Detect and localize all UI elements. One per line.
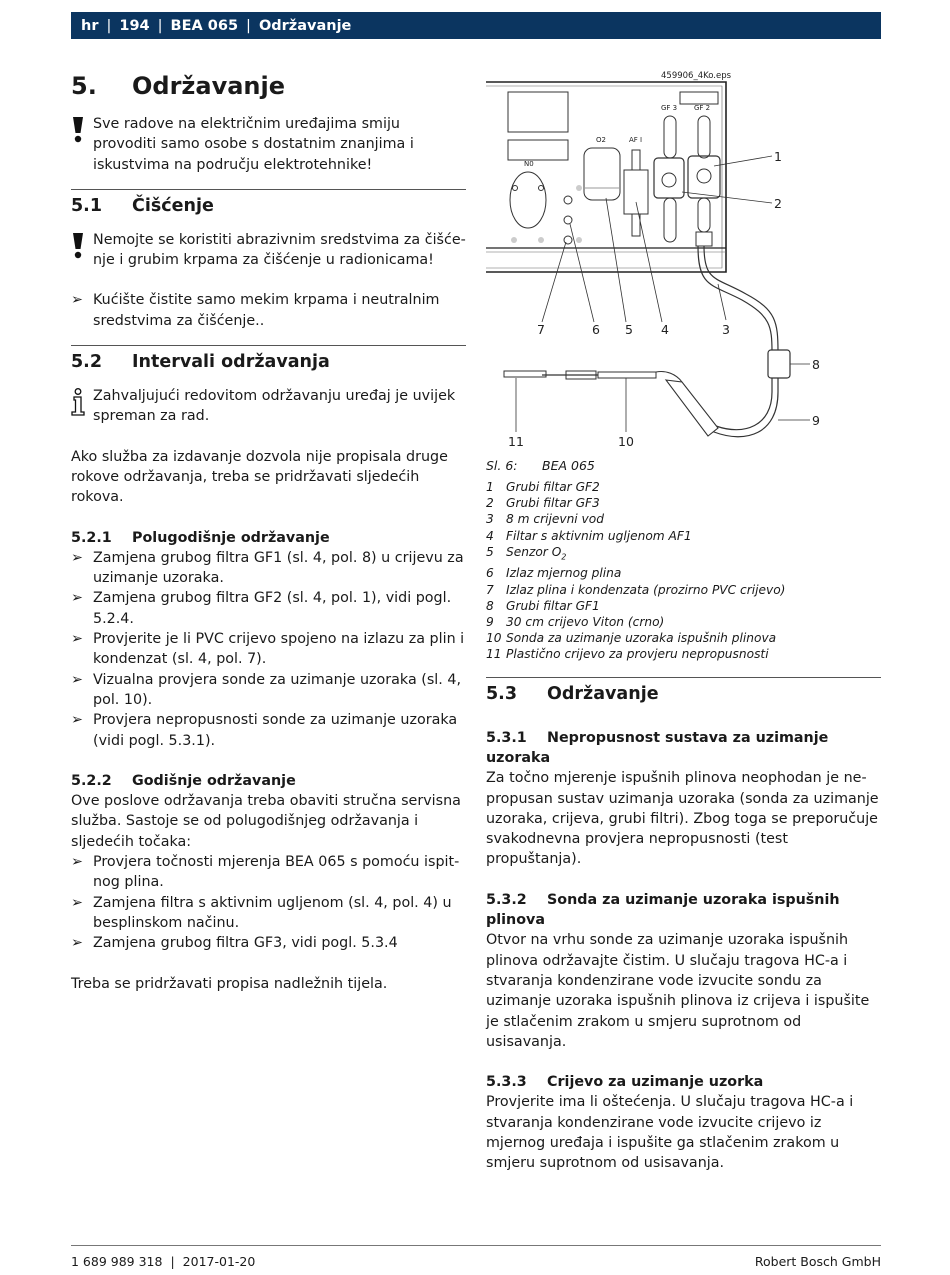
indicator-dot <box>511 237 517 243</box>
subsection-title-text: Nepropusnost sustava za uzimanje uzoraka <box>486 729 829 766</box>
arrow-bullet-icon: ➢ <box>71 854 83 871</box>
legend-item <box>486 582 881 598</box>
legend-text: Izlaz mjernog plina <box>506 566 622 581</box>
header-separator: | <box>157 17 163 34</box>
af1-label: AF I <box>629 136 643 144</box>
legend-number: 10 <box>486 631 502 646</box>
warning-text: Sve radove na električnim uređajima smiju provoditi samo osobe s dostatnim znanjima i iskustvima na području elektrotehnike! <box>93 116 414 173</box>
list-item-text: Provjera točnosti mjerenja BEA 065 s pomoću ispitnog plina. <box>93 854 460 891</box>
header-language: hr <box>81 17 99 34</box>
legend-item <box>486 598 881 614</box>
outlet-port <box>564 196 572 204</box>
footer-separator: | <box>170 1254 175 1269</box>
filter-cap <box>662 173 676 187</box>
gf2-filter <box>688 156 720 198</box>
section-divider <box>71 189 466 190</box>
display-panel <box>680 92 718 104</box>
arrow-bullet-icon: ➢ <box>71 712 83 729</box>
footer-doc-number: 1 689 989 318 <box>71 1254 163 1269</box>
legend-text: Grubi filtar GF3 <box>506 496 600 511</box>
figure-legend <box>486 479 881 663</box>
list-item <box>71 710 466 751</box>
legend-text: Izlaz plina i kondenzata (prozirno PVC crijevo) <box>506 582 786 597</box>
caption-title: BEA 065 <box>542 458 595 473</box>
callout-11: 11 <box>508 434 524 449</box>
o2-label: O2 <box>596 136 606 144</box>
info-notice <box>71 386 466 427</box>
indicator-dot <box>538 237 544 243</box>
callout-3: 3 <box>722 322 730 337</box>
leader-line <box>570 224 594 322</box>
footer-date: 2017-01-20 <box>182 1254 256 1269</box>
subsection-title <box>486 890 881 931</box>
probe-handle <box>666 380 718 436</box>
list-item <box>71 933 466 953</box>
paragraph: Treba se pridržavati propisa nadležnih tijela. <box>71 975 388 992</box>
header-product: BEA 065 <box>170 17 239 34</box>
chapter-title-text: Održavanje <box>132 72 286 100</box>
left-column <box>71 62 466 994</box>
gf3-filter <box>654 158 684 198</box>
legend-number: 8 <box>486 598 494 613</box>
header-section: Održavanje <box>258 17 352 34</box>
callout-4: 4 <box>661 322 669 337</box>
o2-sensor <box>584 148 620 200</box>
display-panel <box>508 92 568 132</box>
list-item <box>71 852 466 893</box>
footer-company: Robert Bosch GmbH <box>754 1254 881 1269</box>
callout-1: 1 <box>774 149 782 164</box>
subsection-title-text: Sonda za uzimanje uzoraka ispušnih plinova <box>486 891 840 929</box>
outlet-port <box>564 216 572 224</box>
subsection-title-text: Polugodišnje održavanje <box>132 529 330 546</box>
paragraph: Ove poslove održavanja treba obaviti stručna servisna služba. Sastoje se od polugodišnjeg održavanja i sljedećih točaka: <box>71 793 461 850</box>
legend-number: 2 <box>486 496 494 511</box>
warning-text: Nemojte se koristiti abrazivnim sredstvima za čišćenje i grubim krpama za čišćenje u radionicama! <box>93 231 466 269</box>
arrow-bullet-icon: ➢ <box>71 671 83 688</box>
leader-line <box>542 242 566 322</box>
callout-6: 6 <box>592 322 600 337</box>
figure-caption <box>486 457 881 475</box>
header-separator: | <box>106 17 112 34</box>
subsection-number: 5.3.1 <box>486 729 527 746</box>
legend-item <box>486 614 881 630</box>
right-column <box>486 62 881 1174</box>
subsection-title-text: Godišnje održavanje <box>132 772 296 789</box>
leader-line <box>606 198 626 322</box>
sample-hose <box>704 246 778 437</box>
legend-number: 4 <box>486 528 494 543</box>
legend-item <box>486 544 881 566</box>
subsection-title <box>71 528 466 548</box>
paragraph: Provjerite ima li oštećenja. U slučaju tragova HC-a i stvaranja kondenzirane vode izvucite crijevo iz mjernog uređaja i ispušite ga stlačenim zrakom u smjeru suprotnom od usisavanja. <box>486 1094 854 1172</box>
n0-label: N0 <box>524 160 534 168</box>
callout-8: 8 <box>812 357 820 372</box>
chapter-title <box>71 66 466 106</box>
legend-number: 9 <box>486 615 494 630</box>
annual-list <box>71 852 466 953</box>
semiannual-list <box>71 548 466 751</box>
legend-number: 6 <box>486 566 494 581</box>
screw <box>539 186 544 191</box>
legend-item <box>486 646 881 662</box>
screw <box>513 186 518 191</box>
legend-item <box>486 528 881 544</box>
warning-notice <box>71 230 466 271</box>
arrow-bullet-icon: ➢ <box>71 935 83 952</box>
arrow-bullet-icon: ➢ <box>71 292 83 309</box>
n0-port <box>510 172 546 228</box>
diagram-file-label: 459906_4Ko.eps <box>661 71 732 81</box>
test-hose <box>504 371 546 377</box>
display-panel <box>508 140 568 160</box>
legend-text: 30 cm crijevo Viton (crno) <box>506 615 665 630</box>
leader-line <box>718 284 726 320</box>
exclamation-icon <box>71 232 85 264</box>
section-title <box>486 680 881 708</box>
arrow-bullet-icon: ➢ <box>71 590 83 607</box>
device-housing <box>486 82 726 272</box>
list-item <box>71 548 466 589</box>
gf3-label: GF 3 <box>661 104 678 112</box>
subsection-number: 5.3.2 <box>486 891 527 908</box>
subsection-title <box>71 771 466 791</box>
section-title <box>71 348 466 376</box>
callout-9: 9 <box>812 413 820 428</box>
caption-label: Sl. 6: <box>486 458 518 473</box>
leader-line <box>636 202 662 322</box>
info-icon <box>71 388 87 420</box>
legend-text: Plastično crijevo za provjeru nepropusnosti <box>506 647 769 662</box>
chapter-number: 5. <box>71 72 97 100</box>
footer-divider <box>71 1245 881 1246</box>
subsection-title <box>486 1072 881 1092</box>
gf1-filter <box>768 350 790 378</box>
arrow-bullet-icon: ➢ <box>71 549 83 566</box>
page-header <box>71 12 881 39</box>
legend-text: Filtar s aktivnim ugljenom AF1 <box>506 528 692 543</box>
section-title-text: Intervali održavanja <box>132 352 330 373</box>
list-item <box>71 893 466 934</box>
list-item <box>71 290 466 331</box>
outlet-port <box>564 236 572 244</box>
filter-cap <box>697 169 711 183</box>
leader-line <box>714 156 772 166</box>
header-separator: | <box>246 17 251 34</box>
legend-number: 11 <box>486 647 502 662</box>
legend-item <box>486 565 881 581</box>
list-item-text: Zamjena grubog filtra GF1 (sl. 4, pol. 8) u crijevu za uzimanje uzoraka. <box>93 549 464 587</box>
legend-text: Grubi filtar GF2 <box>506 480 600 494</box>
indicator-dot <box>576 185 582 191</box>
callout-2: 2 <box>774 196 782 211</box>
list-item <box>71 629 466 670</box>
legend-text: Senzor O <box>506 544 562 559</box>
hose-connector <box>696 232 712 246</box>
arrow-bullet-icon: ➢ <box>71 894 83 911</box>
header-page-number: 194 <box>119 17 150 34</box>
section-title-text: Čišćenje <box>132 195 214 216</box>
legend-text: Grubi filtar GF1 <box>506 598 600 613</box>
subsection-number: 5.2.1 <box>71 529 112 546</box>
legend-number: 7 <box>486 582 494 597</box>
legend-subscript: 2 <box>561 552 567 562</box>
callout-10: 10 <box>618 434 634 449</box>
list-item-text: Kućište čistite samo mekim krpama i neutralnim sredstvima za čišćenje.. <box>93 292 440 329</box>
section-divider <box>71 345 466 346</box>
af1-filter <box>624 170 648 214</box>
subsection-title-text: Crijevo za uzimanje uzorka <box>547 1074 764 1091</box>
section-number: 5.2 <box>71 352 103 373</box>
af1-neck <box>632 150 640 170</box>
legend-text: Sonda za uzimanje uzoraka ispušnih plinova <box>506 631 777 646</box>
paragraph: Za točno mjerenje ispušnih plinova neophodan je nepropusan sustav uzimanja uzoraka (sonda za uzimanje uzoraka, crijeva, grubi filtri). Zbog toga se preporučuje svakodnevna provjera nepropusnosti (test propuštanja). <box>486 770 879 868</box>
subsection-number: 5.3.3 <box>486 1074 527 1091</box>
warning-notice <box>71 114 466 175</box>
section-number: 5.3 <box>486 683 518 704</box>
legend-number: 1 <box>486 480 494 494</box>
section-number: 5.1 <box>71 195 103 216</box>
subsection-title <box>486 728 881 769</box>
gf3-stem <box>664 198 676 242</box>
paragraph: Ako služba za izdavanje dozvola nije propisala druge rokove održavanja, treba se pridržavati sljedećih rokova. <box>71 448 448 506</box>
legend-number: 3 <box>486 512 494 527</box>
gf2-stem <box>698 198 710 232</box>
af1-stem <box>632 214 640 236</box>
footer-left <box>71 1254 255 1269</box>
device-housing-inner <box>486 86 722 268</box>
device-diagram <box>486 62 881 457</box>
list-item-text: Zamjena grubog filtra GF3, vidi pogl. 5.3.4 <box>93 935 398 952</box>
list-item-text: Zamjena grubog filtra GF2 (sl. 4, pol. 1), vidi pogl. 5.2.4. <box>93 590 452 627</box>
callout-7: 7 <box>537 322 545 337</box>
callout-5: 5 <box>625 322 633 337</box>
gf2-tube <box>698 116 710 158</box>
paragraph: Otvor na vrhu sonde za uzimanje uzoraka ispušnih plinova održavajte čistim. U slučaju tragova HC-a i stvaranja kondenzirane vode izvucite sondu za uzimanje uzoraka ispušnih plinova iz crijeva i ispušite je stlačenim zrakom u smjeru suprotnom od usisavanja. <box>486 932 870 1050</box>
info-text: Zahvaljujući redovitom održavanju uređaj je uvijek spreman za rad. <box>93 388 456 425</box>
legend-item <box>486 495 881 511</box>
legend-number: 5 <box>486 544 494 559</box>
legend-item <box>486 479 881 495</box>
list-item-text: Vizualna provjera sonde za uzimanje uzoraka (sl. 4, pol. 10). <box>93 671 461 708</box>
section-title-text: Održavanje <box>547 683 659 704</box>
list-item <box>71 670 466 711</box>
list-item-text: Provjera nepropusnosti sonde za uzimanje uzoraka (vidi pogl. 5.3.1). <box>93 712 458 749</box>
probe-spring <box>598 372 656 378</box>
gf3-tube <box>664 116 676 158</box>
legend-item <box>486 511 881 527</box>
exclamation-icon <box>71 116 85 148</box>
cleaning-list <box>71 290 466 331</box>
gf2-label: GF 2 <box>694 104 711 112</box>
list-item <box>71 588 466 629</box>
section-divider <box>486 677 881 678</box>
arrow-bullet-icon: ➢ <box>71 631 83 648</box>
list-item-text: Provjerite je li PVC crijevo spojeno na izlazu za plin i kondenzat (sl. 4, pol. 7). <box>93 631 465 668</box>
legend-item <box>486 630 881 646</box>
list-item-text: Zamjena filtra s aktivnim ugljenom (sl. 4, pol. 4) u besplinskom načinu. <box>93 894 452 931</box>
subsection-number: 5.2.2 <box>71 772 112 789</box>
indicator-dot <box>576 237 582 243</box>
legend-text: 8 m crijevni vod <box>506 512 604 527</box>
sample-hose <box>698 246 772 430</box>
section-title <box>71 192 466 220</box>
